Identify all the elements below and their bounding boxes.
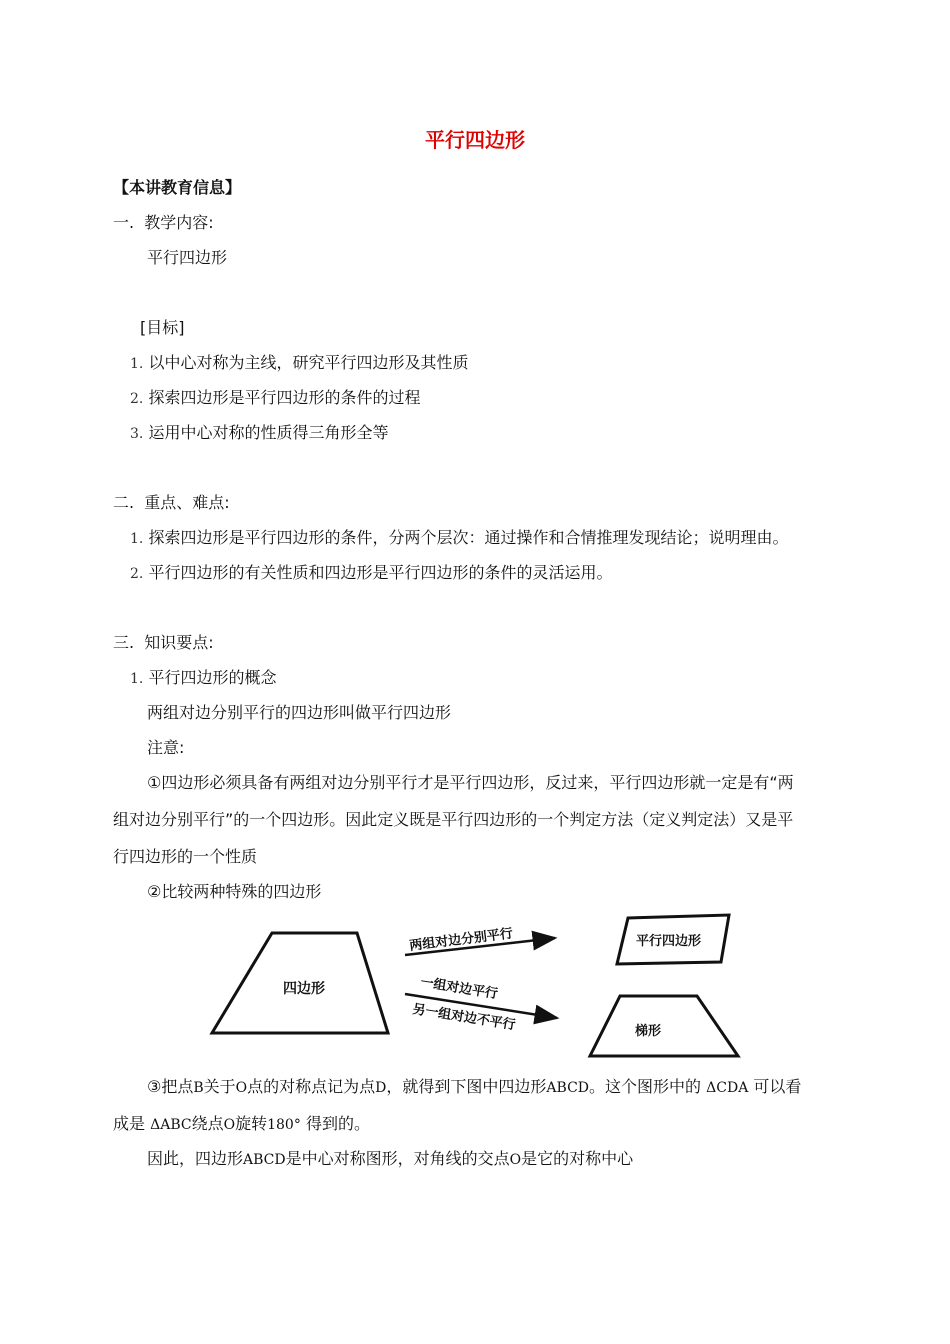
conclusion-text: 因此，四边形 xyxy=(147,1149,244,1168)
point-o: O xyxy=(223,1117,236,1133)
goal-num: 2. xyxy=(130,391,144,407)
conclusion xyxy=(147,1149,633,1170)
conclusion-text: 是它的对称中心 xyxy=(521,1149,634,1168)
section3-title: 知识要点: xyxy=(144,633,214,652)
triangle-cda: ΔCDA xyxy=(706,1080,749,1096)
goal-num: 1. xyxy=(130,356,144,372)
keypoint-text: 平行四边形的有关性质和四边形是平行四边形的条件的灵活运用。 xyxy=(148,563,613,582)
note3-line1 xyxy=(147,1077,801,1098)
goal-text: 探索四边形是平行四边形的条件的过程 xyxy=(148,388,421,407)
page-title: 平行四边形 xyxy=(425,128,525,152)
section1-heading xyxy=(113,213,214,233)
section2-title: 重点、难点: xyxy=(144,493,230,512)
goal-text: 以中心对称为主线，研究平行四边形及其性质 xyxy=(148,353,469,372)
knowledge-num: 1. xyxy=(130,671,144,687)
section3-label: 三. xyxy=(113,633,135,652)
keypoint-num: 1. xyxy=(130,531,144,547)
knowledge-item xyxy=(130,668,276,689)
goal-item xyxy=(130,388,420,409)
parallelogram-label: 平行四边形 xyxy=(636,934,702,949)
note2: ②比较两种特殊的四边形 xyxy=(147,882,322,901)
note3-text: ③把点 xyxy=(147,1077,194,1096)
definition: 两组对边分别平行的四边形叫做平行四边形 xyxy=(147,703,452,722)
trapezoid-shape xyxy=(590,996,738,1056)
conclusion-text: 是中心对称图形，对角线的交点 xyxy=(285,1149,510,1168)
arrow2-label-bottom: 另一组对边不平行 xyxy=(411,1002,517,1034)
keypoint-item xyxy=(130,563,612,584)
keypoint-num: 2. xyxy=(130,566,144,582)
goal-text: 运用中心对称的性质得三角形全等 xyxy=(148,423,389,442)
goal-item xyxy=(130,423,388,444)
note1-line: ①四边形必须具备有两组对边分别平行才是平行四边形，反过来，平行四边形就一定是有“两 xyxy=(147,773,794,792)
info-heading: 【本讲教育信息】 xyxy=(113,178,242,197)
quadrilateral-diagram xyxy=(205,908,750,1063)
point-o: O xyxy=(509,1152,522,1168)
triangle-abc: ΔABC xyxy=(150,1117,192,1133)
note3-text: 绕点 xyxy=(191,1114,224,1133)
quad-abcd: ABCD xyxy=(546,1080,590,1096)
note3-text: 可以看 xyxy=(753,1077,802,1096)
note3-text: 得到的。 xyxy=(305,1114,370,1133)
point-o: O xyxy=(235,1080,248,1096)
note3-text: ，就得到下图中四边形 xyxy=(386,1077,547,1096)
note3-text: 旋转 xyxy=(235,1114,268,1133)
note3-line2 xyxy=(113,1114,370,1135)
goals-heading: [目标] xyxy=(140,318,185,337)
note-label: 注意: xyxy=(147,738,185,757)
quadrilateral-label: 四边形 xyxy=(283,981,325,997)
section1-title: 教学内容: xyxy=(144,213,214,232)
point-d: D xyxy=(375,1080,387,1096)
section1-content: 平行四边形 xyxy=(147,248,228,267)
point-b: B xyxy=(193,1080,204,1096)
note3-text: 点的对称点记为点 xyxy=(247,1077,376,1096)
section2-label: 二. xyxy=(113,493,135,512)
section1-label: 一. xyxy=(113,213,135,232)
quad-abcd: ABCD xyxy=(243,1152,286,1168)
keypoint-item xyxy=(130,528,788,549)
note3-text: 成是 xyxy=(113,1114,146,1133)
keypoint-text: 探索四边形是平行四边形的条件，分两个层次：通过操作和合情推理发现结论；说明理由。 xyxy=(148,528,789,547)
note3-text: 。这个图形中的 xyxy=(589,1077,702,1096)
goal-item xyxy=(130,353,468,374)
trapezoid-label: 梯形 xyxy=(635,1024,662,1039)
section3-heading xyxy=(113,633,214,653)
section2-heading xyxy=(113,493,230,513)
note1-line: 组对边分别平行”的一个四边形。因此定义既是平行四边形的一个判定方法（定义判定法）又是平 xyxy=(113,810,794,829)
note3-text: 关于 xyxy=(203,1077,236,1096)
note1-line: 行四边形的一个性质 xyxy=(113,847,258,866)
arrow1-label: 两组对边分别平行 xyxy=(408,926,514,954)
rotation-angle: 180° xyxy=(267,1117,301,1133)
knowledge-text: 平行四边形的概念 xyxy=(148,668,277,687)
goal-num: 3. xyxy=(130,426,144,442)
arrow2-label-top: 一组对边平行 xyxy=(419,975,499,1003)
